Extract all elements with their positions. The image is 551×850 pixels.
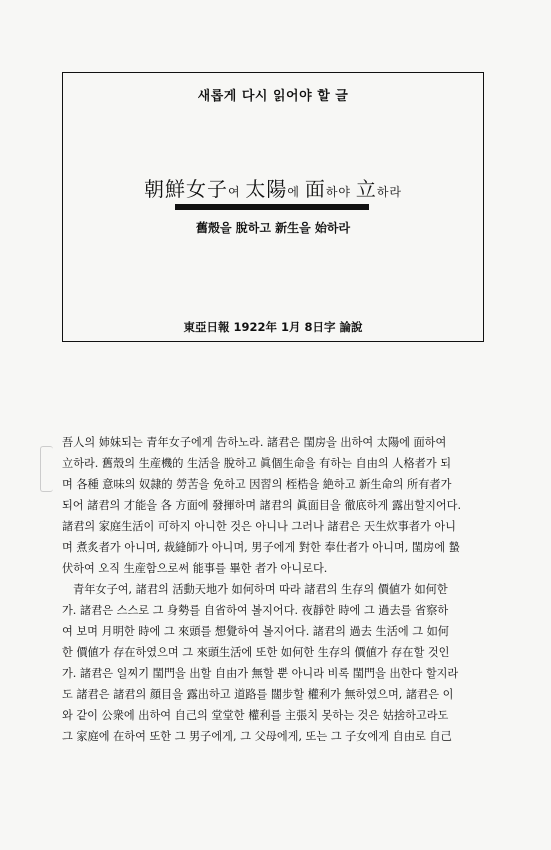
main-title xyxy=(63,173,483,202)
body-line: 諸君의 家庭生活이 可하지 아니한 것은 아니나 그러나 諸君은 天生炊事者가 아니 xyxy=(62,520,456,533)
title-part: 立 xyxy=(355,177,377,201)
title-part: 하야 xyxy=(325,185,356,199)
body-line: 여 보며 月明한 時에 그 來頭를 想覺하여 볼지어다. 諸君의 過去 生活에 그 如何 xyxy=(62,625,449,638)
body-line: 青年女子여, 諸君의 活動天地가 如何하며 따라 諸君의 生存의 價値가 如何한 xyxy=(73,583,448,596)
body-line: 立하라. 舊殼의 生産機的 生活을 脫하고 眞個生命을 有하는 自由의 人格者가 되 xyxy=(62,457,451,470)
body-line: 며 煮炙者가 아니며, 裁縫師가 아니며, 男子에게 對한 奉仕者가 아니며, 閨房에 蟄 xyxy=(62,541,460,554)
title-part: 面 xyxy=(304,177,326,201)
body-line: 와 같이 公衆에 出하여 自己의 堂堂한 權利를 主張치 못하는 것은 姑捨하고라도 xyxy=(62,709,449,722)
body-line: 며 各種 意味의 奴隷的 勞苦을 免하고 因習의 桎梏을 絶하고 新生命의 所有者가 xyxy=(62,478,452,491)
body-line: 그 家庭에 在하여 또한 그 男子에게, 그 父母에게, 또는 그 子女에게 自由로 自己 xyxy=(62,730,452,743)
body-line: 吾人의 姉妹되는 青年女子에게 告하노라. 諸君은 閨房을 出하여 太陽에 面하여 xyxy=(62,436,447,449)
series-title: 새롭게 다시 읽어야 할 글 xyxy=(197,89,349,104)
body-line: 가. 諸君은 일찌기 閨門을 出할 自由가 無할 뿐 아니라 비록 閨門을 出한다 할지라 xyxy=(62,667,459,680)
margin-mark xyxy=(40,446,53,492)
title-part: 하라 xyxy=(376,185,403,199)
title-part: 太陽 xyxy=(245,177,288,201)
body-text xyxy=(62,432,492,747)
title-part: 에 xyxy=(287,185,305,199)
title-part: 여 xyxy=(227,185,246,199)
source-citation: 東亞日報 1922年 1月 8日字 論說 xyxy=(183,320,363,334)
body-line: 伏하여 오직 生産함으로써 能事를 畢한 者가 아니로다. xyxy=(62,562,328,575)
body-line: 도 諸君은 諸君의 顔目을 露出하고 道路를 闊步할 權利가 無하였으며, 諸君은 이 xyxy=(62,688,454,701)
subtitle: 舊殼을 脫하고 新生을 始하라 xyxy=(195,221,351,235)
title-underline xyxy=(175,204,369,210)
title-part: 朝鮮女子 xyxy=(143,177,228,201)
body-line: 한 價値가 存在하였으며 그 來頭生活에 또한 如何한 生存의 價値가 存在할 것인 xyxy=(62,646,450,659)
body-line: 가. 諸君은 스스로 그 身勢를 自省하여 볼지어다. 夜靜한 時에 그 過去를 省察하 xyxy=(62,604,449,617)
body-line: 되어 諸君의 才能을 各 方面에 發揮하며 諸君의 眞面目을 徹底하게 露出할지어다. xyxy=(62,499,462,512)
header-box xyxy=(62,72,484,342)
